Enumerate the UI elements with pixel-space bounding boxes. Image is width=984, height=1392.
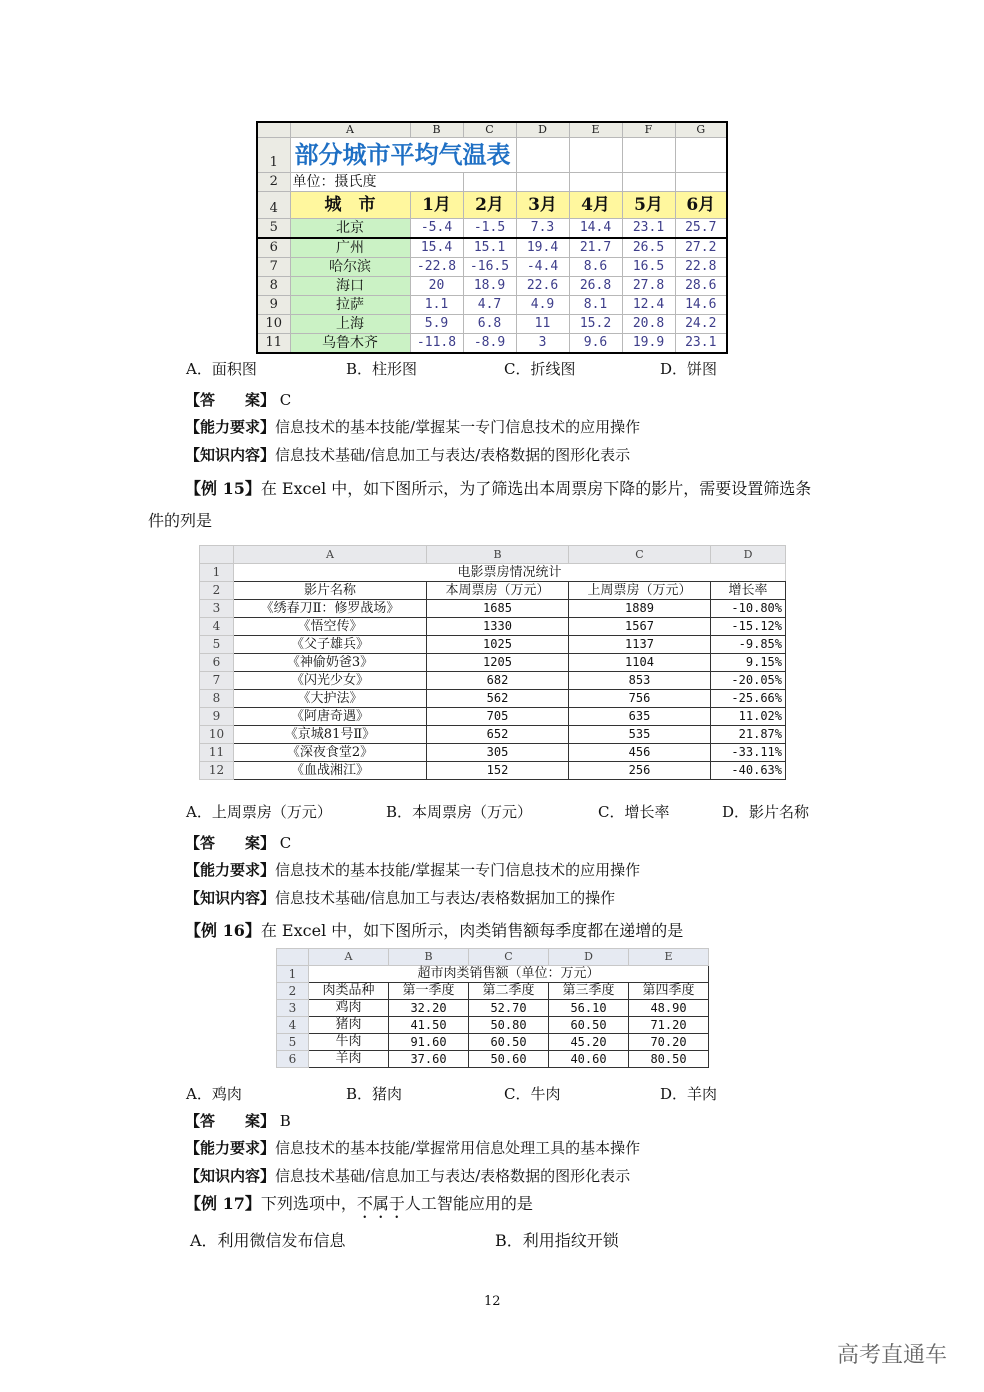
knowledge-text: 信息技术基础/信息加工与表达/表格数据加工的操作 — [275, 889, 616, 907]
table-row — [257, 296, 727, 315]
table-row — [200, 600, 786, 618]
value-cell: -16.5 — [463, 258, 516, 277]
value-cell: 22.6 — [516, 277, 569, 296]
row-number: 10 — [200, 726, 234, 744]
value-cell: 20.8 — [622, 315, 675, 334]
cell: 71.20 — [629, 1017, 709, 1034]
value-cell: -22.8 — [410, 258, 463, 277]
cell: 羊肉 — [309, 1051, 389, 1068]
header-month: 3月 — [516, 192, 569, 219]
col-header: G — [675, 122, 727, 138]
table-row — [257, 258, 727, 277]
q15-question — [185, 479, 811, 499]
row-number: 4 — [257, 192, 290, 219]
question-text-cont: 件的列是 — [148, 511, 213, 530]
cell: 1889 — [569, 600, 711, 618]
value-cell: 20 — [410, 277, 463, 296]
col-header: A — [290, 122, 410, 138]
ability-label: 【能力要求】 — [185, 861, 276, 879]
cell: 11.02% — [711, 708, 786, 726]
value-cell: 22.8 — [675, 258, 727, 277]
value-cell: 19.9 — [622, 334, 675, 354]
cell: 牛肉 — [309, 1034, 389, 1051]
col-header: B — [427, 546, 569, 564]
row-number: 11 — [257, 334, 290, 354]
table-row — [277, 1000, 709, 1017]
cell: 682 — [427, 672, 569, 690]
row-number: 8 — [257, 277, 290, 296]
city-cell: 哈尔滨 — [290, 258, 410, 277]
value-cell: 26.8 — [569, 277, 622, 296]
header-month: 2月 — [463, 192, 516, 219]
value-cell: 11 — [516, 315, 569, 334]
column-header-row — [257, 122, 727, 138]
header-cell: 第二季度 — [469, 983, 549, 1000]
value-cell: 21.7 — [569, 238, 622, 258]
row-number: 5 — [257, 219, 290, 239]
cell: 37.60 — [389, 1051, 469, 1068]
row-number: 2 — [277, 983, 309, 1000]
value-cell: 6.8 — [463, 315, 516, 334]
table-row — [200, 762, 786, 780]
value-cell: 4.7 — [463, 296, 516, 315]
cell: 41.50 — [389, 1017, 469, 1034]
table-row — [200, 654, 786, 672]
cell: -9.85% — [711, 636, 786, 654]
knowledge-label: 【知识内容】 — [185, 889, 276, 907]
value-cell: 19.4 — [516, 238, 569, 258]
answer-label: 【答 案】 — [185, 834, 276, 852]
row-number: 4 — [200, 618, 234, 636]
box-office-table — [199, 545, 786, 780]
cell: 56.10 — [549, 1000, 629, 1017]
answer-label: 【答 案】 — [185, 1112, 276, 1130]
cell: 50.80 — [469, 1017, 549, 1034]
value-cell: 1.1 — [410, 296, 463, 315]
table-row — [200, 618, 786, 636]
cell: 456 — [569, 744, 711, 762]
cell: 《血战湘江》 — [234, 762, 427, 780]
header-month: 5月 — [622, 192, 675, 219]
value-cell: 24.2 — [675, 315, 727, 334]
option: A．面积图 — [186, 360, 257, 378]
row-number: 6 — [277, 1051, 309, 1068]
cell: 《父子雄兵》 — [234, 636, 427, 654]
table-row — [257, 238, 727, 258]
q14-ability — [185, 417, 640, 437]
col-header: D — [516, 122, 569, 138]
cell: -20.05% — [711, 672, 786, 690]
knowledge-label: 【知识内容】 — [185, 1167, 276, 1185]
ability-text: 信息技术的基本技能/掌握某一专门信息技术的应用操作 — [275, 861, 641, 879]
value-cell: 26.5 — [622, 238, 675, 258]
cell: 1567 — [569, 618, 711, 636]
option: D．羊肉 — [660, 1085, 718, 1103]
cell: 50.60 — [469, 1051, 549, 1068]
q14-answer — [185, 390, 291, 410]
q16-question — [185, 921, 683, 941]
answer-value: B — [279, 1112, 291, 1130]
cell: 1025 — [427, 636, 569, 654]
question-label: 【例 15】 — [185, 479, 261, 498]
cell: 48.90 — [629, 1000, 709, 1017]
value-cell: -11.8 — [410, 334, 463, 354]
header-cell: 第四季度 — [629, 983, 709, 1000]
value-cell: 27.8 — [622, 277, 675, 296]
q16-ability — [185, 1138, 640, 1158]
q14-knowledge — [185, 445, 630, 465]
row-number: 5 — [277, 1034, 309, 1051]
header-month: 6月 — [675, 192, 727, 219]
table-row — [200, 672, 786, 690]
cell: 《阿唐奇遇》 — [234, 708, 427, 726]
col-header: A — [234, 546, 427, 564]
option: D．影片名称 — [722, 803, 810, 821]
row-number: 10 — [257, 315, 290, 334]
row-number: 7 — [200, 672, 234, 690]
row-number: 4 — [277, 1017, 309, 1034]
sheet-title: 电影票房情况统计 — [234, 564, 786, 582]
option: A．利用微信发布信息 — [190, 1231, 346, 1250]
cell: 《神偷奶爸3》 — [234, 654, 427, 672]
question-emphasis: 不属于 — [356, 1194, 405, 1213]
sheet-title: 部分城市平均气温表 — [290, 138, 516, 173]
city-cell: 上海 — [290, 315, 410, 334]
cell: 853 — [569, 672, 711, 690]
cell: 91.60 — [389, 1034, 469, 1051]
row-number: 1 — [257, 138, 290, 173]
row-number: 1 — [200, 564, 234, 582]
header-cell: 影片名称 — [234, 582, 427, 600]
q14-options — [186, 358, 717, 379]
cell: 1685 — [427, 600, 569, 618]
table-row — [200, 636, 786, 654]
header-cell: 第三季度 — [549, 983, 629, 1000]
ability-label: 【能力要求】 — [185, 418, 276, 436]
city-cell: 北京 — [290, 219, 410, 239]
value-cell: -1.5 — [463, 219, 516, 239]
cell: 45.20 — [549, 1034, 629, 1051]
page-number: 12 — [484, 1294, 501, 1309]
row-number: 11 — [200, 744, 234, 762]
table-row — [277, 1051, 709, 1068]
cell: 60.50 — [549, 1017, 629, 1034]
value-cell: -5.4 — [410, 219, 463, 239]
question-label: 【例 17】 — [185, 1194, 261, 1213]
city-cell: 海口 — [290, 277, 410, 296]
cell: 40.60 — [549, 1051, 629, 1068]
corner-cell — [277, 949, 309, 966]
cell: 80.50 — [629, 1051, 709, 1068]
cell: 21.87% — [711, 726, 786, 744]
cell: -15.12% — [711, 618, 786, 636]
question-text: 下列选项中， — [260, 1194, 357, 1213]
table-row — [200, 726, 786, 744]
option: B．本周票房（万元） — [386, 803, 533, 821]
column-header-row — [200, 546, 786, 564]
question-text: 在 Excel 中，如下图所示，为了筛选出本周票房下降的影片，需要设置筛选条 — [260, 479, 812, 498]
value-cell: 15.1 — [463, 238, 516, 258]
option: B．猪肉 — [346, 1085, 403, 1103]
table-row — [257, 277, 727, 296]
row-number: 2 — [257, 173, 290, 192]
value-cell: 7.3 — [516, 219, 569, 239]
cell: 32.20 — [389, 1000, 469, 1017]
option: B．柱形图 — [346, 360, 418, 378]
cell: 756 — [569, 690, 711, 708]
value-cell: 4.9 — [516, 296, 569, 315]
cell: 535 — [569, 726, 711, 744]
row-number: 9 — [200, 708, 234, 726]
city-cell: 拉萨 — [290, 296, 410, 315]
row-number: 9 — [257, 296, 290, 315]
q15-ability — [185, 860, 640, 880]
value-cell: 28.6 — [675, 277, 727, 296]
question-text: 人工智能应用的是 — [404, 1194, 533, 1213]
value-cell: -4.4 — [516, 258, 569, 277]
row-number: 8 — [200, 690, 234, 708]
table-row — [257, 219, 727, 239]
cell: -25.66% — [711, 690, 786, 708]
cell: 1137 — [569, 636, 711, 654]
city-cell: 广州 — [290, 238, 410, 258]
cell: 9.15% — [711, 654, 786, 672]
city-cell: 乌鲁木齐 — [290, 334, 410, 354]
q16-options — [186, 1083, 717, 1104]
header-cell: 上周票房（万元） — [569, 582, 711, 600]
header-cell: 第一季度 — [389, 983, 469, 1000]
row-number: 6 — [257, 238, 290, 258]
cell: 1205 — [427, 654, 569, 672]
temperature-table — [256, 121, 728, 354]
value-cell: 23.1 — [622, 219, 675, 239]
value-cell: 23.1 — [675, 334, 727, 354]
q17-question — [185, 1194, 533, 1222]
q15-knowledge — [185, 888, 615, 908]
cell: 635 — [569, 708, 711, 726]
cell: -40.63% — [711, 762, 786, 780]
question-label: 【例 16】 — [185, 921, 261, 940]
value-cell: 18.9 — [463, 277, 516, 296]
cell: 70.20 — [629, 1034, 709, 1051]
cell: 652 — [427, 726, 569, 744]
cell: 52.70 — [469, 1000, 549, 1017]
col-header: C — [569, 546, 711, 564]
header-cell: 本周票房（万元） — [427, 582, 569, 600]
header-month: 1月 — [410, 192, 463, 219]
q15-options — [186, 801, 809, 822]
knowledge-label: 【知识内容】 — [185, 446, 276, 464]
cell: 1330 — [427, 618, 569, 636]
col-header: F — [622, 122, 675, 138]
q15-answer — [185, 833, 291, 853]
question-text: 在 Excel 中，如下图所示，肉类销售额每季度都在递增的是 — [260, 921, 684, 940]
cell: 《闪光少女》 — [234, 672, 427, 690]
table-row — [257, 334, 727, 354]
value-cell: 16.5 — [622, 258, 675, 277]
cell: 305 — [427, 744, 569, 762]
header-month: 4月 — [569, 192, 622, 219]
watermark: 高考直通车 — [837, 1343, 948, 1368]
table-row — [277, 1034, 709, 1051]
option: C．牛肉 — [504, 1085, 561, 1103]
ability-text: 信息技术的基本技能/掌握某一专门信息技术的应用操作 — [275, 418, 641, 436]
row-number: 3 — [277, 1000, 309, 1017]
value-cell: 5.9 — [410, 315, 463, 334]
row-number: 6 — [200, 654, 234, 672]
answer-label: 【答 案】 — [185, 391, 276, 409]
col-header: B — [389, 949, 469, 966]
col-header: D — [711, 546, 786, 564]
value-cell: 14.6 — [675, 296, 727, 315]
cell: 《深夜食堂2》 — [234, 744, 427, 762]
table-row — [200, 744, 786, 762]
table-row — [257, 315, 727, 334]
option: D．饼图 — [660, 360, 718, 378]
corner-cell — [257, 122, 290, 138]
q17-options — [190, 1228, 619, 1251]
row-number: 2 — [200, 582, 234, 600]
cell: 鸡肉 — [309, 1000, 389, 1017]
ability-label: 【能力要求】 — [185, 1139, 276, 1157]
q16-answer — [185, 1111, 291, 1131]
col-header: C — [463, 122, 516, 138]
col-header: D — [549, 949, 629, 966]
col-header: B — [410, 122, 463, 138]
row-number: 7 — [257, 258, 290, 277]
ability-text: 信息技术的基本技能/掌握常用信息处理工具的基本操作 — [275, 1139, 641, 1157]
value-cell: 12.4 — [622, 296, 675, 315]
row-number: 1 — [277, 966, 309, 983]
cell: 1104 — [569, 654, 711, 672]
value-cell: -8.9 — [463, 334, 516, 354]
corner-cell — [200, 546, 234, 564]
header-cell: 增长率 — [711, 582, 786, 600]
cell: 256 — [569, 762, 711, 780]
cell: 《绣春刀Ⅱ：修罗战场》 — [234, 600, 427, 618]
option: C．折线图 — [504, 360, 576, 378]
option: B．利用指纹开锁 — [495, 1231, 619, 1250]
value-cell: 9.6 — [569, 334, 622, 354]
row-number: 5 — [200, 636, 234, 654]
sheet-title: 超市肉类销售额（单位：万元） — [309, 966, 709, 983]
value-cell: 15.4 — [410, 238, 463, 258]
row-number: 3 — [200, 600, 234, 618]
answer-value: C — [279, 391, 292, 409]
header-cell: 肉类品种 — [309, 983, 389, 1000]
value-cell: 8.1 — [569, 296, 622, 315]
table-row — [277, 1017, 709, 1034]
answer-value: C — [279, 834, 292, 852]
col-header: E — [569, 122, 622, 138]
row-number: 12 — [200, 762, 234, 780]
cell: -33.11% — [711, 744, 786, 762]
knowledge-text: 信息技术基础/信息加工与表达/表格数据的图形化表示 — [275, 446, 631, 464]
value-cell: 8.6 — [569, 258, 622, 277]
unit-label: 单位：摄氏度 — [290, 173, 463, 192]
cell: 152 — [427, 762, 569, 780]
col-header: C — [469, 949, 549, 966]
column-header-row — [277, 949, 709, 966]
meat-sales-table — [276, 948, 709, 1068]
knowledge-text: 信息技术基础/信息加工与表达/表格数据的图形化表示 — [275, 1167, 631, 1185]
value-cell: 3 — [516, 334, 569, 354]
value-cell: 27.2 — [675, 238, 727, 258]
header-city: 城 市 — [290, 192, 410, 219]
cell: 60.50 — [469, 1034, 549, 1051]
cell: 562 — [427, 690, 569, 708]
cell: 《大护法》 — [234, 690, 427, 708]
option: A．鸡肉 — [186, 1085, 242, 1103]
cell: 《悟空传》 — [234, 618, 427, 636]
cell: 猪肉 — [309, 1017, 389, 1034]
cell: 705 — [427, 708, 569, 726]
cell: 《京城81号Ⅱ》 — [234, 726, 427, 744]
value-cell: 25.7 — [675, 219, 727, 239]
cell: -10.80% — [711, 600, 786, 618]
value-cell: 14.4 — [569, 219, 622, 239]
option: C．增长率 — [598, 803, 670, 821]
q16-knowledge — [185, 1166, 630, 1186]
col-header: A — [309, 949, 389, 966]
table-row — [200, 708, 786, 726]
option: A．上周票房（万元） — [186, 803, 332, 821]
table-row — [200, 690, 786, 708]
value-cell: 15.2 — [569, 315, 622, 334]
col-header: E — [629, 949, 709, 966]
